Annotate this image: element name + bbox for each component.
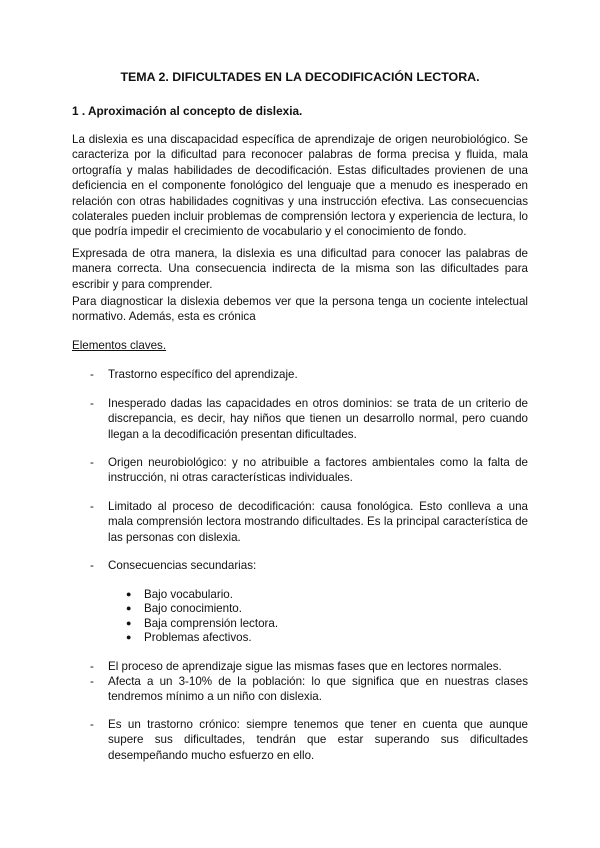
sub-list-item <box>126 601 242 616</box>
list-item <box>72 455 528 486</box>
section-heading: 1 . Aproximación al concepto de dislexia. <box>72 104 303 118</box>
list-item <box>72 367 528 382</box>
list-item <box>72 499 528 545</box>
dash-marker: - <box>90 718 94 731</box>
bullet-icon: ● <box>126 589 132 599</box>
list-item-text: Limitado al proceso de decodificación: causa fonológica. Esto conlleva a una mala comprensión lectora mostrando dificultades. Es la principal característica de las personas con dislexia. <box>108 500 528 544</box>
list-item-text: Afecta a un 3-10% de la población: lo que significa que en nuestras clases tendremos mínimo a un niño con dislexia. <box>108 675 528 704</box>
paragraph-restatement: Expresada de otra manera, la dislexia es una dificultad para conocer las palabras de manera correcta. Una consecuencia indirecta de la misma son las dificultades para escribir y para comprender. <box>72 247 528 291</box>
dash-marker: - <box>90 368 94 381</box>
paragraph-diagnosis: Para diagnosticar la dislexia debemos ver que la persona tenga un cociente intelectual normativo. Además, esta es crónica <box>72 295 528 324</box>
dash-marker: - <box>90 675 94 688</box>
list-item-text: Origen neurobiológico: y no atribuible a factores ambientales como la falta de instrucción, ni otras características individuales. <box>108 456 528 485</box>
list-item-text: El proceso de aprendizaje sigue las mismas fases que en lectores normales. <box>108 660 502 673</box>
dash-marker: - <box>90 500 94 513</box>
sub-list-item-text: Bajo vocabulario. <box>144 588 233 601</box>
list-item-text: Trastorno específico del aprendizaje. <box>108 368 298 381</box>
bullet-icon: ● <box>126 618 132 628</box>
page-title: TEMA 2. DIFICULTADES EN LA DECODIFICACIÓN LECTORA. <box>120 70 480 84</box>
dash-marker: - <box>90 559 94 572</box>
list-item-text: Consecuencias secundarias: <box>108 559 257 572</box>
list-item <box>72 674 528 705</box>
list-item <box>72 659 528 674</box>
dash-marker: - <box>90 456 94 469</box>
list-item <box>72 396 528 442</box>
sub-list-item-text: Baja comprensión lectora. <box>144 617 279 630</box>
bullet-icon: ● <box>126 603 132 613</box>
bullet-icon: ● <box>126 632 132 642</box>
sub-list-item-text: Bajo conocimiento. <box>144 602 242 615</box>
paragraph-definition: La dislexia es una discapacidad específica de aprendizaje de origen neurobiológico. Se caracteriza por la dificultad para reconocer palabras de forma precisa y fluida, mala ortografía y malas habilidades de decodificación. Estas dificultades provienen de una deficiencia en el componente fonológico del lenguaje que a menudo es inesperado en relación con otras habilidades cognitivas y una instrucción efectiva. Las consecuencias colaterales pueden incluir problemas de comprensión lectora y experiencia de lectura, lo que podría impedir el crecimiento de vocabulario y el conocimiento de fondo. <box>72 133 528 239</box>
list-item <box>72 717 528 763</box>
sub-list-item-text: Problemas afectivos. <box>144 631 252 644</box>
dash-marker: - <box>90 397 94 410</box>
sub-list-item <box>126 630 252 645</box>
dash-marker: - <box>90 660 94 673</box>
list-item-text: Inesperado dadas las capacidades en otros dominios: se trata de un criterio de discrepancia, es decir, hay niños que tienen un desarrollo normal, pero cuando llegan a la decodificación presentan dificultades. <box>108 397 528 441</box>
list-item <box>72 558 528 573</box>
list-item-text: Es un trastorno crónico: siempre tenemos que tener en cuenta que aunque supere sus dificultades, tendrán que estar superando sus dificultades desempeñando mucho esfuerzo en ello. <box>108 718 528 762</box>
elements-heading: Elementos claves. <box>72 339 167 352</box>
